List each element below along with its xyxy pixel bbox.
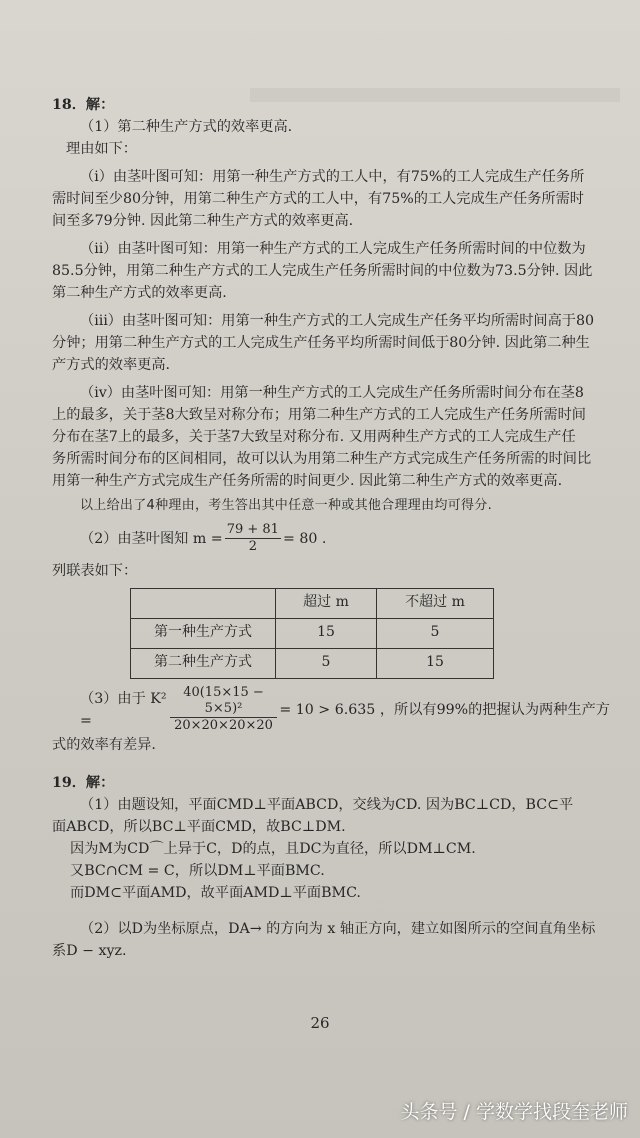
q19-line: 又BC∩CM = C，所以DM⊥平面BMC.	[70, 863, 325, 880]
q18-r4-line: 用第一种生产方式完成生产任务所需的时间更少. 因此第二种生产方式的效率更高.	[52, 473, 563, 489]
q18-part3-numerator: 40(15×15 − 5×5)²	[170, 685, 278, 719]
q18-part2-numerator: 79 + 81	[225, 522, 281, 539]
q18-r3-line: （ⅲ）由茎叶图可知：用第一种生产方式的工人完成生产任务平均所需时间高于80	[80, 313, 595, 329]
table-cell: 5	[377, 618, 494, 648]
q19-line: （1）由题设知，平面CMD⊥平面ABCD，交线为CD. 因为BC⊥CD，BC⊂平	[80, 797, 574, 814]
table-cell: 第一种生产方式	[131, 618, 276, 648]
q18-r2-line: 第二种生产方式的效率更高.	[52, 285, 227, 301]
q18-part2-denominator: 2	[248, 539, 257, 555]
q18-part3-line2: 式的效率有差异.	[52, 737, 156, 754]
q19-part2-line: （2）以D为坐标原点，DA→ 的方向为 x 轴正方向，建立如图所示的空间直角坐标	[80, 921, 596, 938]
table-header-cell	[131, 588, 276, 618]
page-number: 26	[310, 1014, 330, 1032]
q18-r2-line: （ⅱ）由茎叶图可知：用第一种生产方式的工人完成生产任务所需时间的中位数为	[80, 241, 586, 257]
table-cell: 15	[276, 618, 377, 648]
q18-r3-line: 分钟；用第二种生产方式的工人完成生产任务平均所需时间低于80分钟. 因此第二种生	[52, 335, 590, 351]
table-cell: 15	[377, 648, 494, 678]
q18-table-intro: 列联表如下：	[52, 562, 138, 579]
q18-part1-heading: （1）第二种生产方式的效率更高.	[80, 119, 293, 135]
q18-r1-line: （ⅰ）由茎叶图可知：用第一种生产方式的工人中，有75%的工人完成生产任务所	[80, 169, 585, 185]
q18-r4-line: 分布在茎7上的最多，关于茎7大致呈对称分布. 又用两种生产方式的工人完成生产任	[52, 429, 576, 445]
q18-r2-line: 85.5分钟，用第二种生产方式的工人完成生产任务所需时间的中位数为73.5分钟. 因此	[52, 263, 593, 279]
q18-part2-formula	[52, 522, 610, 556]
table-header-row	[131, 588, 494, 618]
q18-part3-formula	[52, 685, 610, 735]
table-cell: 5	[276, 648, 377, 678]
watermark: 头条号 / 学数学找段奎老师	[400, 1101, 628, 1123]
q19-part2-line: 系D − xyz.	[52, 943, 127, 960]
contingency-table	[130, 588, 494, 679]
table-row	[131, 648, 494, 678]
q18-r1-line: 间至多79分钟. 因此第二种生产方式的效率更高.	[52, 213, 354, 229]
q18-part2-fraction	[225, 522, 281, 556]
table-cell: 第二种生产方式	[131, 648, 276, 678]
q18-part3-prefix: （3）由于 K² =	[80, 690, 167, 729]
q18-r3-line: 产方式的效率更高.	[52, 357, 171, 373]
q18-r4-line: 务所需时间分布的区间相同，故可以认为用第二种生产方式完成生产任务所需的时间比	[52, 451, 592, 467]
q18-reason-intro: 理由如下：	[66, 141, 137, 157]
q18-r1-line: 需时间至少80分钟，用第二种生产方式的工人中，有75%的工人完成生产任务所需时	[52, 191, 584, 207]
q19-line: 面ABCD，所以BC⊥平面CMD，故BC⊥DM.	[52, 819, 346, 836]
q18-part3-suffix: = 10 > 6.635 ，所以有99%的把握认为两种生产方	[279, 701, 610, 718]
table-header-cell: 不超过 m	[377, 588, 494, 618]
q19-line: 因为M为CD⌒上异于C，D的点，且DC为直径，所以DM⊥CM.	[70, 841, 476, 858]
q18-part3-denominator: 20×20×20×20	[174, 718, 273, 734]
q18-part3-fraction	[170, 685, 278, 735]
table-row	[131, 618, 494, 648]
q18-r4-line: （ⅳ）由茎叶图可知：用第一种生产方式的工人完成生产任务所需时间分布在茎8	[80, 385, 584, 401]
q19-header: 19．解：	[52, 775, 115, 792]
q18-scoring-note: 以上给出了4种理由，考生答出其中任意一种或其他合理理由均可得分.	[80, 498, 493, 513]
q18-part2-suffix: = 80 .	[282, 530, 327, 547]
q18-header: 18．解：	[52, 97, 115, 113]
q18-r4-line: 上的最多，关于茎8大致呈对称分布；用第二种生产方式的工人完成生产任务所需时间	[52, 407, 586, 423]
table-header-cell: 超过 m	[276, 588, 377, 618]
q19-line: 而DM⊂平面AMD，故平面AMD⊥平面BMC.	[70, 885, 361, 902]
q18-part2-prefix: （2）由茎叶图知 m =	[80, 530, 223, 547]
